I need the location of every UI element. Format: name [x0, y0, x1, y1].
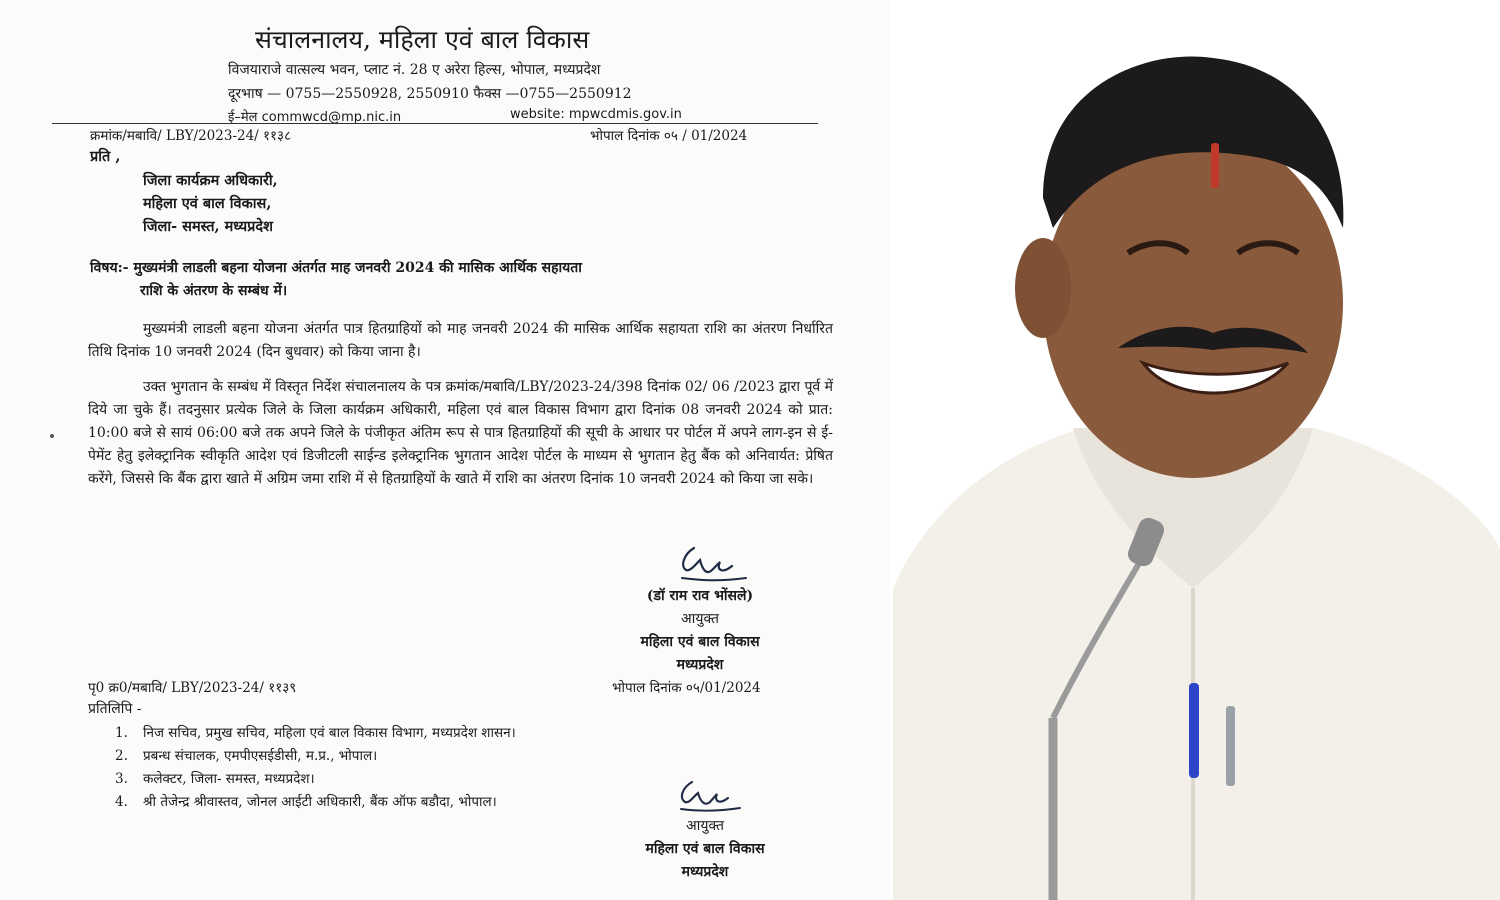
signatory-block-2 — [610, 815, 800, 884]
signatory-department: महिला एवं बाल विकास — [645, 841, 765, 857]
ear — [1015, 238, 1071, 338]
letterhead-email: ई–मेल commwcd@mp.nic.in — [228, 110, 402, 125]
addressee-line: जिला- समस्त, मध्यप्रदेश — [143, 218, 273, 235]
signatory-designation: आयुक्त — [686, 818, 724, 834]
copy-text: निज सचिव, प्रमुख सचिव, महिला एवं बाल विकास विभाग, मध्यप्रदेश शासन। — [143, 725, 516, 741]
addressee-line: महिला एवं बाल विकास, — [143, 195, 272, 212]
addressee-line: जिला कार्यक्रम अधिकारी, — [143, 172, 278, 189]
signature-mark — [676, 544, 748, 586]
letter-date: भोपाल दिनांक ०५ / 01/2024 — [590, 128, 748, 144]
letterhead-phone: दूरभाष — 0755—2550928, 2550910 फैक्स —0755—2550912 — [228, 86, 632, 102]
copy-item — [115, 768, 516, 791]
letterhead-website: website: mpwcdmis.gov.in — [510, 107, 682, 122]
signatory-state: मध्यप्रदेश — [681, 864, 729, 880]
letterhead-divider — [52, 123, 818, 124]
copy-text: कलेक्टर, जिला- समस्त, मध्यप्रदेश। — [143, 771, 315, 787]
blue-pen — [1189, 683, 1199, 778]
letter-subject — [90, 257, 835, 303]
body-paragraph: मुख्यमंत्री लाडली बहना योजना अंतर्गत पात्र हितग्राहियों को माह जनवरी 2024 की मासिक आर्थिक सहायता राशि का अंतरण निर्धारित तिथि दिनांक 10 जनवरी 2024 (दिन बुधवार) को किया जाना है। — [88, 321, 833, 360]
body-paragraph: उक्त भुगतान के सम्बंध में विस्तृत निर्देश संचालनालय के पत्र क्रमांक/मबावि/LBY/2023-24/398 दिनांक 02/ 06 /2023 द्वारा पूर्व में दिये जा चुके हैं। तदनुसार प्रत्येक जिले के जिला कार्यक्रम अधिकारी, महिला एवं बाल विकास विभाग द्वारा दिनांक 08 जनवरी 2024 को प्रात: 10:00 बजे से सायं 06:00 बजे तक अपने जिले के पंजीकृत अंतिम रूप से पात्र हितग्राहियों की सूची के आधार पर पोर्टल में अपने लाग-इन से ई-पेमेंट हेतु इलेक्ट्रानिक स्वीकृति आदेश एवं डिजीटली साईन्ड इलेक्ट्रानिक भुगतान आदेश पोर्टल के माध्यम से भुगतान हेतु बैंक को अनिवार्यत: प्रेषित करेंगे, जिससे कि बैंक द्वारा खाते में अग्रिम जमा राशि में से हितग्राहियों के खाते में राशि का अंतरण दिनांक 10 जनवरी 2024 को किया जा सके। — [88, 379, 834, 487]
subject-line: राशि के अंतरण के सम्बंध में। — [140, 283, 288, 299]
grey-pen — [1226, 706, 1235, 786]
copy-list — [115, 722, 516, 814]
pratilipi-label: प्रतिलिपि - — [88, 701, 142, 717]
letterhead-title: संचालनालय, महिला एवं बाल विकास — [255, 25, 590, 54]
copy-item — [115, 722, 516, 745]
letter-reference: क्रमांक/मबावि/ LBY/2023-24/ ११३८ — [90, 128, 292, 144]
endorsement-reference: पृ0 क्र0/मबावि/ LBY/2023-24/ ११३९ — [88, 680, 297, 696]
copy-number: 3. — [115, 771, 128, 787]
copy-item — [115, 791, 516, 814]
copy-item — [115, 745, 516, 768]
letterhead-address: विजयाराजे वात्सल्य भवन, प्लाट नं. 28 ए अरेरा हिल्स, भोपाल, मध्यप्रदेश — [228, 62, 601, 78]
signatory-name: (डॉ राम राव भोंसले) — [646, 588, 754, 604]
copy-number: 4. — [115, 794, 128, 810]
signatory-block — [600, 585, 800, 677]
signature-mark — [676, 778, 742, 816]
endorsement-date: भोपाल दिनांक ०५/01/2024 — [612, 680, 761, 696]
signatory-state: मध्यप्रदेश — [676, 657, 724, 673]
signatory-designation: आयुक्त — [681, 611, 719, 627]
copy-text: प्रबन्ध संचालक, एमपीएसईडीसी, म.प्र., भोपाल। — [143, 748, 378, 764]
margin-mark — [50, 434, 54, 438]
signatory-department: महिला एवं बाल विकास — [640, 634, 760, 650]
copy-text: श्री तेजेन्द्र श्रीवास्तव, जोनल आईटी अधिकारी, बैंक ऑफ बडौदा, भोपाल। — [143, 794, 497, 810]
portrait-photo — [893, 28, 1500, 900]
copy-number: 1. — [115, 725, 128, 741]
tilak — [1211, 143, 1219, 188]
subject-line: विषय:- मुख्यमंत्री लाडली बहना योजना अंतर्गत माह जनवरी 2024 की मासिक आर्थिक सहायता — [90, 260, 582, 276]
copy-number: 2. — [115, 748, 128, 764]
prati-label: प्रति , — [90, 148, 121, 165]
